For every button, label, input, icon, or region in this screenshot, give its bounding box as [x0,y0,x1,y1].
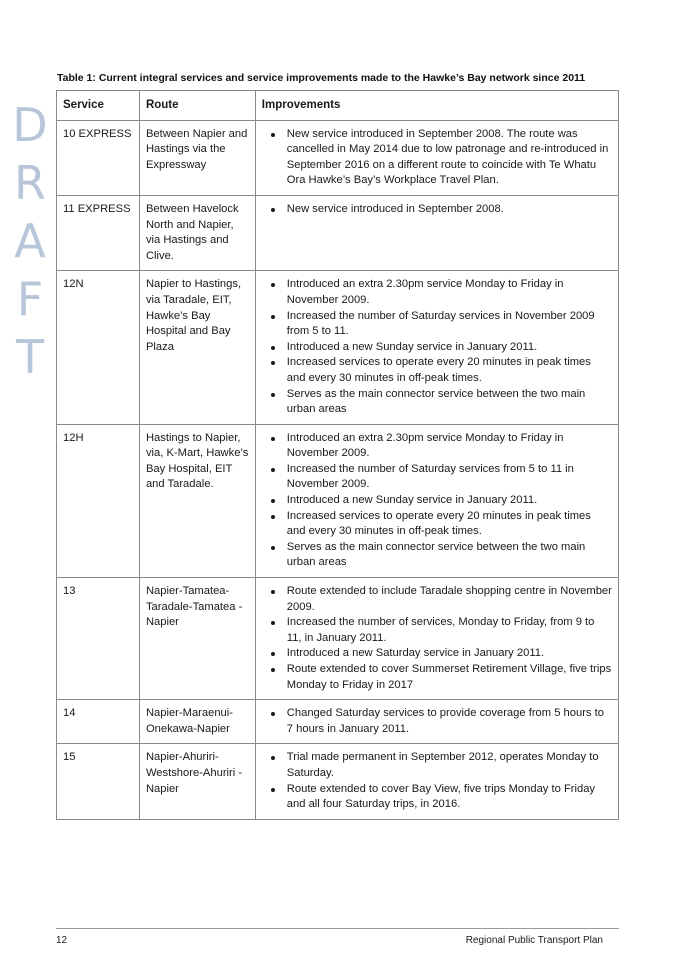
route-cell: Between Havelock North and Napier, via Hastings and Clive. [139,195,255,270]
route-cell: Napier-Tamatea-Taradale-Tamatea - Napier [139,578,255,700]
watermark-letter: F [16,272,44,326]
route-cell: Hastings to Napier, via, K-Mart, Hawke’s Bay Hospital, EIT and Taradale. [139,424,255,577]
draft-watermark [8,96,52,386]
improvement-item: Introduced an extra 2.30pm service Monday to Friday in November 2009. [287,431,612,462]
document-title: Regional Public Transport Plan [465,935,603,946]
table-row [57,578,619,700]
improvements-cell [255,744,618,819]
improvement-item: Route extended to cover Summerset Retirement Village, five trips Monday to Friday in 2017 [287,662,612,693]
service-cell: 10 EXPRESS [57,120,140,195]
column-header-improvements: Improvements [255,91,618,121]
table-row [57,424,619,577]
improvement-item: Increased the number of Saturday services from 5 to 11 in November 2009. [287,462,612,493]
improvements-cell [255,195,618,270]
improvement-item: Increased the number of services, Monday to Friday, from 9 to 11, in January 2011. [287,615,612,646]
improvements-cell [255,700,618,744]
improvement-item: Changed Saturday services to provide coverage from 5 hours to 7 hours in January 2011. [287,706,612,737]
route-cell: Napier to Hastings, via Taradale, EIT, Hawke’s Bay Hospital and Bay Plaza [139,271,255,424]
improvements-list [262,202,612,218]
watermark-letter: T [15,330,45,384]
improvements-list [262,431,612,571]
improvements-list [262,584,612,693]
improvement-item: Increased the number of Saturday services in November 2009 from 5 to 11. [287,309,612,340]
watermark-letter: A [14,214,46,268]
improvement-item: New service introduced in September 2008. [287,202,612,218]
improvements-cell [255,271,618,424]
improvements-list [262,706,612,737]
improvement-item: Introduced a new Saturday service in January 2011. [287,646,612,662]
improvement-item: New service introduced in September 2008. The route was cancelled in May 2014 due to low patronage and re-introduced in September 2016 on a different route to coincide with Te Whatu Ora Hawke’s Bay’s Workplace Travel Plan. [287,127,612,189]
improvement-item: Serves as the main connector service between the two main urban areas [287,540,612,571]
improvement-item: Increased services to operate every 20 minutes in peak times and every 30 minutes in off-peak times. [287,509,612,540]
improvement-item: Introduced a new Sunday service in January 2011. [287,340,612,356]
improvements-list [262,277,612,417]
watermark-letter: R [14,156,46,210]
improvement-item: Increased services to operate every 20 minutes in peak times and every 30 minutes in off-peak times. [287,355,612,386]
service-cell: 15 [57,744,140,819]
service-cell: 12H [57,424,140,577]
table-row [57,120,619,195]
page-number: 12 [56,935,68,946]
column-header-route: Route [139,91,255,121]
route-cell: Between Napier and Hastings via the Expressway [139,120,255,195]
route-cell: Napier-Maraenui-Onekawa-Napier [139,700,255,744]
improvements-cell [255,578,618,700]
watermark-letter: D [12,98,48,152]
improvement-item: Introduced an extra 2.30pm service Monday to Friday in November 2009. [287,277,612,308]
table-row [57,700,619,744]
footer-divider [56,928,619,929]
improvement-item: Route extended to include Taradale shopping centre in November 2009. [287,584,612,615]
table-row [57,195,619,270]
improvements-list [262,750,612,812]
improvements-cell [255,120,618,195]
table-header-row [57,91,619,121]
service-cell: 11 EXPRESS [57,195,140,270]
table-row [57,271,619,424]
improvements-cell [255,424,618,577]
service-cell: 12N [57,271,140,424]
improvement-item: Trial made permanent in September 2012, operates Monday to Saturday. [287,750,612,781]
improvement-item: Serves as the main connector service between the two main urban areas [287,387,612,418]
improvement-item: Introduced a new Sunday service in January 2011. [287,493,612,509]
table-caption: Table 1: Current integral services and service improvements made to the Hawke’s Bay network since 2011 [57,72,586,84]
services-table [56,90,619,820]
service-cell: 13 [57,578,140,700]
column-header-service: Service [57,91,140,121]
route-cell: Napier-Ahuriri-Westshore-Ahuriri - Napier [139,744,255,819]
table-row [57,744,619,819]
service-cell: 14 [57,700,140,744]
improvements-list [262,127,612,189]
improvement-item: Route extended to cover Bay View, five trips Monday to Friday and all four Saturday trips, in 2016. [287,782,612,813]
